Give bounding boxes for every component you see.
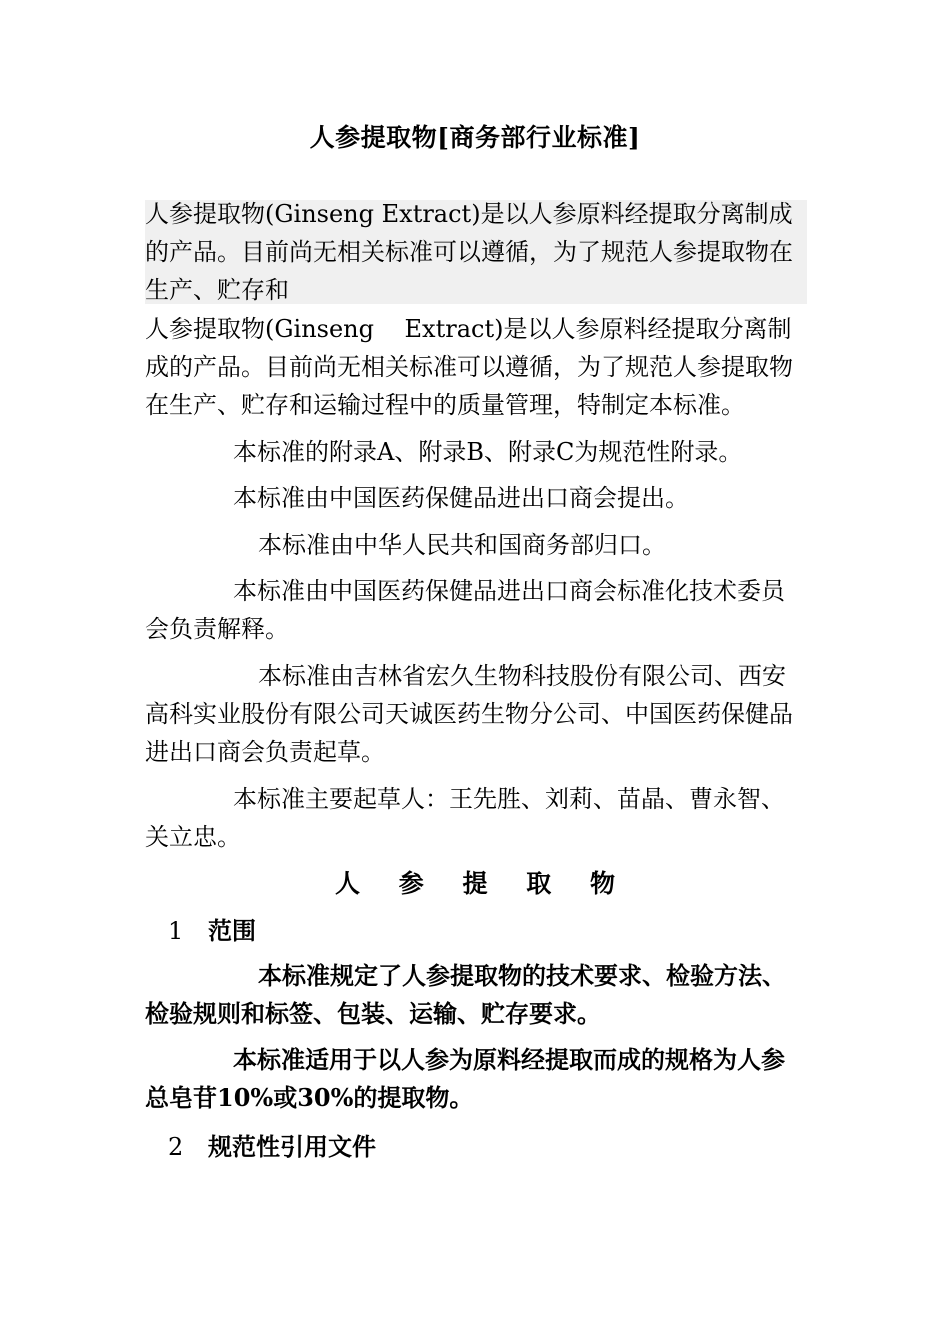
foreword-drafters-org: 本标准由吉林省宏久生物科技股份有限公司、西安高科实业股份有限公司天诚医药生物分公司、中国医药保健品进出口商会负责起草。 <box>145 662 793 766</box>
section-number: 2 <box>168 1133 184 1161</box>
standard-title-char: 提 <box>462 869 488 898</box>
foreword-proposer: 本标准由中国医药保健品进出口商会提出。 <box>233 484 689 512</box>
standard-title-char: 人 <box>335 869 361 898</box>
intro-paragraph: 人参提取物(Ginseng Extract)是以人参原料经提取分离制成的产品。目前尚无相关标准可以遵循，为了规范人参提取物在生产、贮存和运输过程中的质量管理，特制定本标准。 <box>145 315 793 419</box>
section-heading-2 <box>168 1127 376 1162</box>
document-title: 人参提取物[商务部行业标准] <box>309 123 641 152</box>
standard-title-char: 取 <box>526 869 552 898</box>
scope-paragraph-1: 本标准规定了人参提取物的技术要求、检验方法、检验规则和标签、包装、运输、贮存要求。 <box>145 961 786 1028</box>
standard-title <box>0 864 950 900</box>
scope-paragraph-2: 本标准适用于以人参为原料经提取而成的规格为人参总皂苷10%或30%的提取物。 <box>145 1045 785 1112</box>
foreword-appendix: 本标准的附录A、附录B、附录C为规范性附录。 <box>233 438 743 466</box>
section-number: 1 <box>168 917 184 945</box>
shaded-paragraph: 人参提取物(Ginseng Extract)是以人参原料经提取分离制成的产品。目前尚无相关标准可以遵循，为了规范人参提取物在生产、贮存和 <box>145 200 793 304</box>
standard-title-char: 物 <box>589 869 615 898</box>
section-title: 范围 <box>208 916 256 945</box>
foreword-drafters: 本标准主要起草人：王先胜、刘莉、苗晶、曹永智、关立忠。 <box>145 785 785 851</box>
foreword-administrator: 本标准由中华人民共和国商务部归口。 <box>258 531 666 559</box>
section-title: 规范性引用文件 <box>208 1132 376 1161</box>
foreword-interpreter: 本标准由中国医药保健品进出口商会标准化技术委员会负责解释。 <box>145 577 785 643</box>
standard-title-char: 参 <box>398 869 424 898</box>
section-heading-1 <box>168 911 256 946</box>
